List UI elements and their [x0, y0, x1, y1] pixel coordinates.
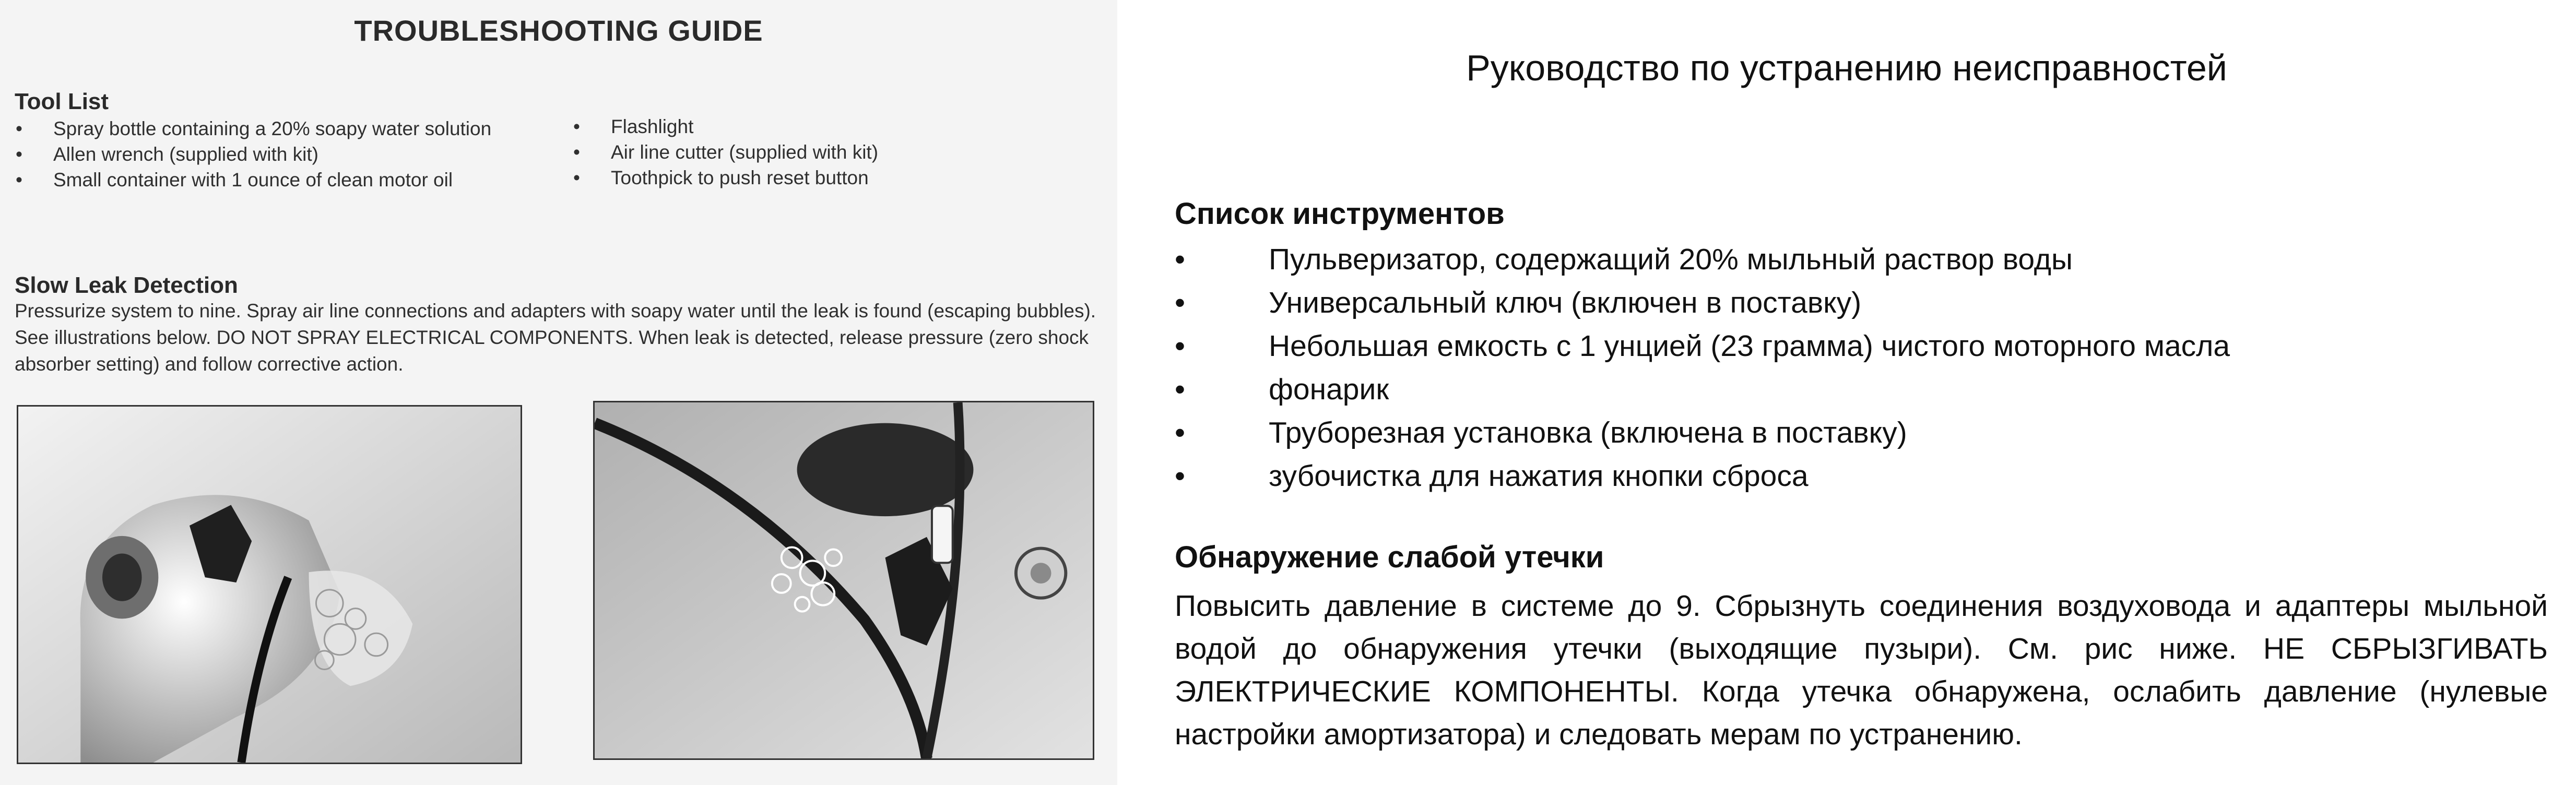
russian-leak-heading: Обнаружение слабой утечки	[1175, 540, 1604, 574]
photo-shock-fitting	[17, 405, 522, 764]
list-item: • Flashlight	[573, 114, 878, 139]
list-item: • Пульверизатор, содержащий 20% мыльный раствор воды	[1175, 238, 2230, 281]
english-leak-heading: Slow Leak Detection	[15, 272, 238, 298]
list-item: • Air line cutter (supplied with kit)	[573, 139, 878, 165]
english-title: TROUBLESHOOTING GUIDE	[354, 14, 763, 47]
english-leak-paragraph: Pressurize system to nine. Spray air line connections and adapters with soapy water until the leak is found (escaping bubbles). See illustrations below. DO NOT SPRAY ELECTRICAL COMPONENTS. When leak is detected, release pressure (zero shock absorber setting) and follow corrective action.	[15, 300, 1096, 375]
bullet: •	[16, 118, 22, 139]
english-manual-page	[0, 0, 1117, 785]
russian-leak-paragraph: Повысить давление в системе до 9. Сбрызнуть соединения воздуховода и адаптеры мыльной водой до обнаружения утечки (выходящие пузыри). См. рис ниже. НЕ СБРЫЗГИВАТЬ ЭЛЕКТРИЧЕСКИЕ КОМПОНЕНТЫ. Когда утечка обнаружена, ослабить давление (нулевые настройки амортизатора) и следовать мерам по устранению.	[1175, 589, 2548, 751]
english-tool-list-column-1	[16, 116, 491, 193]
bullet: •	[1175, 286, 1185, 319]
bullet: •	[573, 116, 580, 137]
photo-air-line-adapter	[593, 401, 1094, 760]
list-item: • зубочистка для нажатия кнопки сброса	[1175, 455, 2230, 498]
english-tool-list-column-2	[573, 114, 878, 191]
bullet: •	[16, 169, 22, 191]
bullet: •	[573, 141, 580, 163]
list-item: • Allen wrench (supplied with kit)	[16, 141, 491, 167]
russian-tool-list-heading: Список инструментов	[1175, 197, 1505, 231]
bullet: •	[1175, 243, 1185, 276]
english-tool-list-heading: Tool List	[15, 89, 109, 114]
bullet: •	[1175, 459, 1185, 493]
list-item: • Универсальный ключ (включен в поставку)	[1175, 281, 2230, 325]
bullet: •	[1175, 373, 1185, 406]
list-item: • Small container with 1 ounce of clean motor oil	[16, 167, 491, 193]
list-item: • Небольшая емкость с 1 унцией (23 грамма) чистого моторного масла	[1175, 325, 2230, 368]
bullet: •	[1175, 416, 1185, 449]
russian-title: Руководство по устранению неисправностей	[1466, 47, 2227, 88]
bullet: •	[573, 167, 580, 188]
list-item: • фонарик	[1175, 368, 2230, 411]
bullet: •	[1175, 329, 1185, 363]
bullet: •	[16, 144, 22, 165]
photo-air-line-adapter-illustration	[595, 402, 1093, 758]
list-item: • Spray bottle containing a 20% soapy water solution	[16, 116, 491, 141]
list-item: • Труборезная установка (включена в поставку)	[1175, 411, 2230, 455]
russian-tool-list	[1175, 238, 2230, 498]
photo-shock-fitting-illustration	[18, 407, 521, 763]
list-item: • Toothpick to push reset button	[573, 165, 878, 191]
